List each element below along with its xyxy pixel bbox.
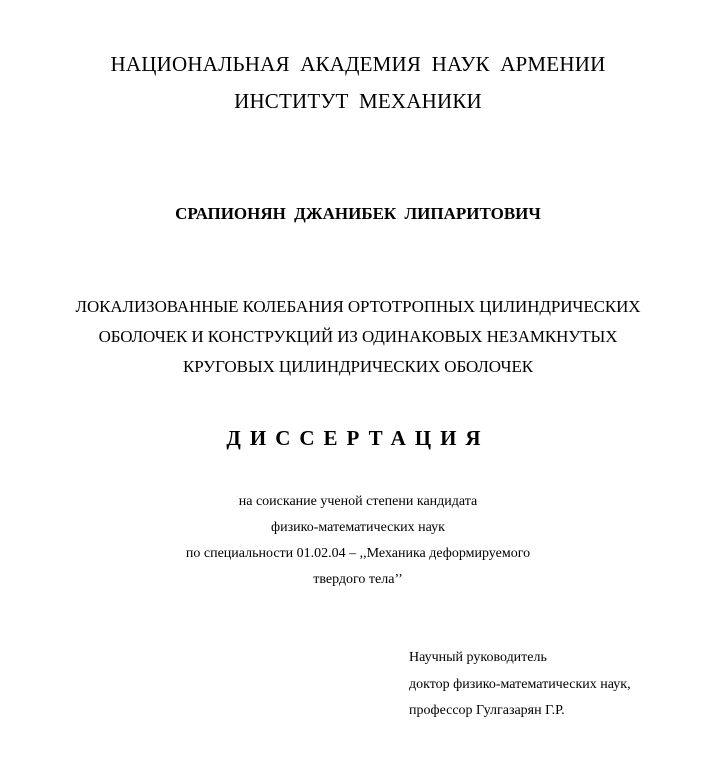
degree-line-1: на соискание ученой степени кандидата: [238, 494, 478, 509]
degree-line-3: по специальности 01.02.04 – ,,Механика деформируемого: [185, 546, 531, 561]
title-line-1: ЛОКАЛИЗОВАННЫЕ КОЛЕБАНИЯ ОРТОТРОПНЫХ ЦИЛИНДРИЧЕСКИХ: [75, 297, 641, 316]
title-line-3: КРУГОВЫХ ЦИЛИНДРИЧЕСКИХ ОБОЛОЧЕК: [183, 357, 533, 376]
supervisor-name: профессор Гулгазарян Г.Р.: [409, 703, 565, 718]
title-line-2: ОБОЛОЧЕК И КОНСТРУКЦИЙ ИЗ ОДИНАКОВЫХ НЕЗАМКНУТЫХ: [98, 327, 618, 346]
degree-line-2: физико-математических наук: [271, 520, 445, 535]
degree-line-4: твердого тела’’: [313, 572, 403, 587]
document-type-heading: ДИССЕРТАЦИЯ: [226, 426, 490, 450]
author-name: СРАПИОНЯН ДЖАНИБЕК ЛИПАРИТОВИЧ: [175, 204, 541, 223]
supervisor-degree: доктор физико-математических наук,: [409, 677, 631, 692]
institute-name: ИНСТИТУТ МЕХАНИКИ: [234, 89, 482, 113]
supervisor-role: Научный руководитель: [409, 650, 547, 665]
academy-name: НАЦИОНАЛЬНАЯ АКАДЕМИЯ НАУК АРМЕНИИ: [110, 52, 606, 76]
